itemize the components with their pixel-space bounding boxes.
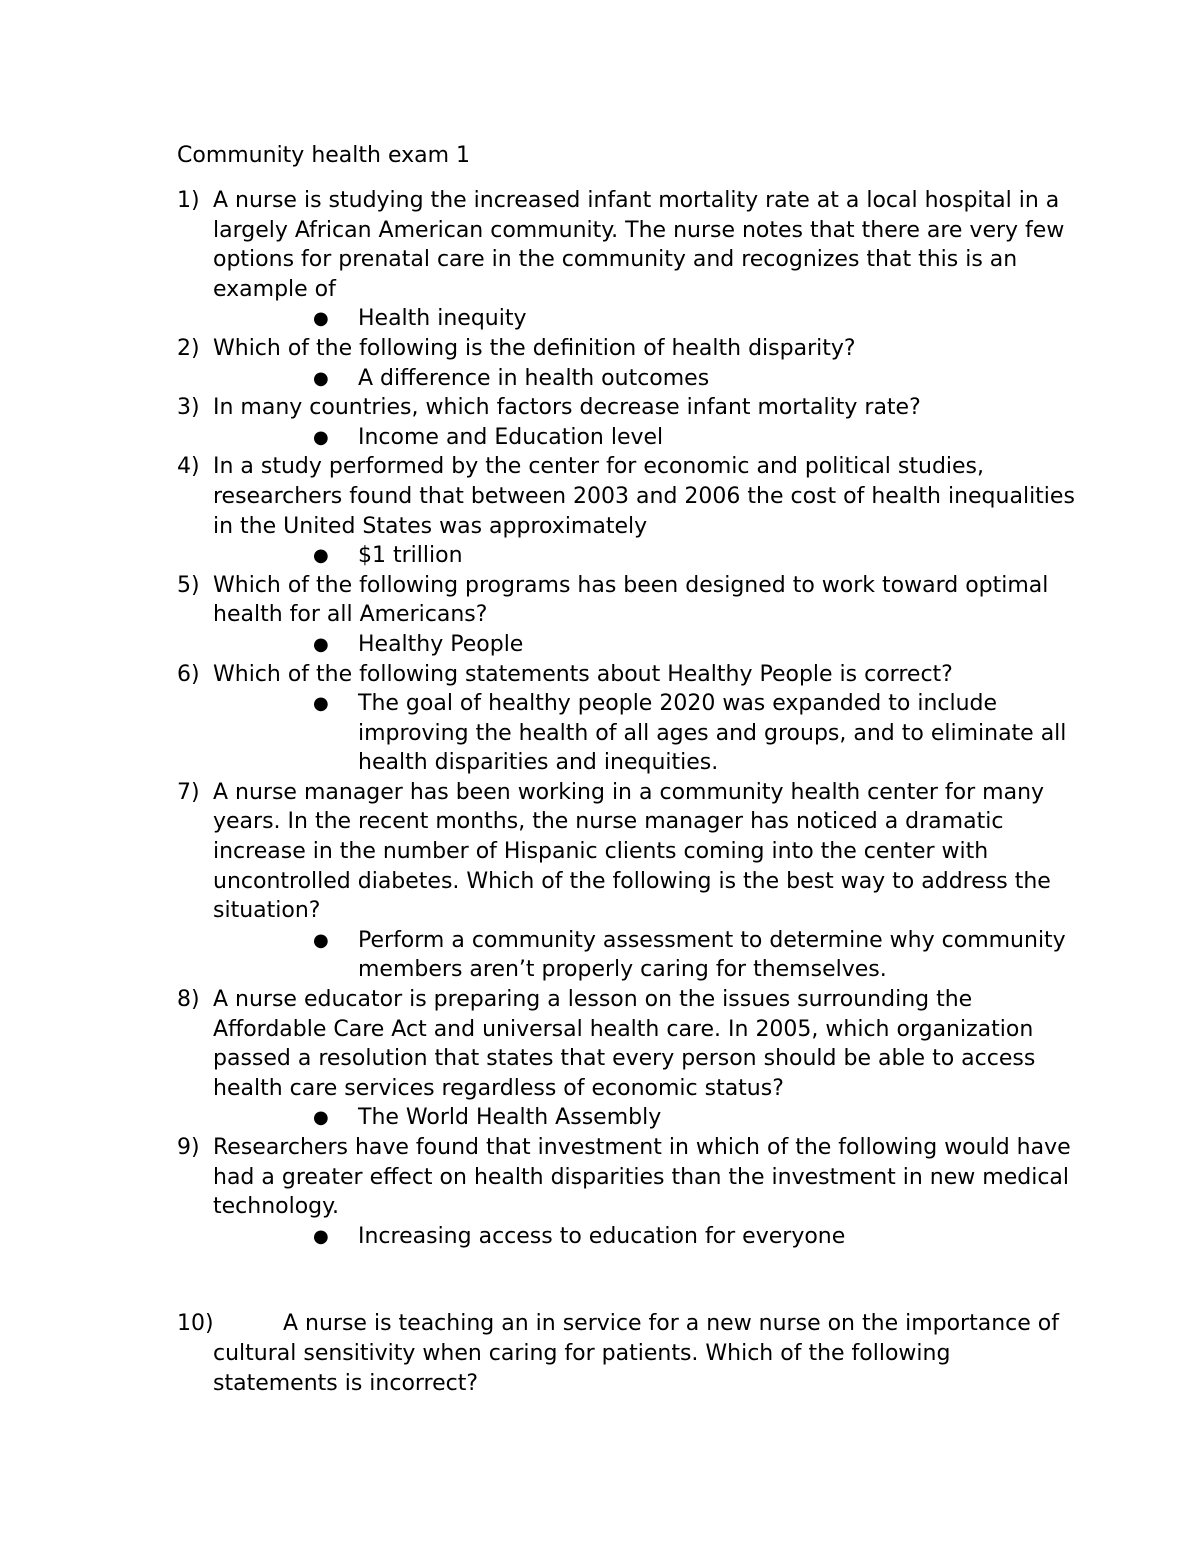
bullet-icon: ● (313, 633, 329, 655)
question-text: Which of the following statements about Healthy People is correct? (213, 661, 953, 687)
answer-item (177, 689, 1077, 778)
bullet-icon: ● (313, 1225, 329, 1247)
question-text: A nurse manager has been working in a community health center for many years. In the recent months, the nurse manager has noticed a dramatic increase in the number of Hispanic clients coming into the center with uncontrolled diabetes. Which of the following is the best way to address the situation? (213, 779, 1051, 924)
answer-item (177, 630, 1077, 660)
question-3 (177, 393, 1077, 452)
bullet-icon: ● (313, 929, 329, 951)
answer-text: Health inequity (358, 306, 527, 332)
question-1 (177, 186, 1077, 334)
question-number: 7) (177, 779, 200, 805)
question-number: 5) (177, 572, 200, 598)
question-4 (177, 452, 1077, 570)
answer-text: The goal of healthy people 2020 was expanded to include improving the health of all ages and groups, and to eliminate all health disparities and inequities. (358, 691, 1067, 776)
answer-text: The World Health Assembly (358, 1105, 662, 1131)
question-number: 2) (177, 335, 200, 361)
bullet-icon: ● (313, 367, 329, 389)
question-text: A nurse educator is preparing a lesson on the issues surrounding the Affordable Care Act and universal health care. In 2005, which organization passed a resolution that states that every person should be able to access health care services regardless of economic status? (213, 987, 1036, 1101)
question-text: A nurse is teaching an in service for a new nurse on the importance of cultural sensitivity when caring for patients. Which of the following statements is incorrect? (213, 1311, 1059, 1396)
answer-item (177, 1103, 1077, 1133)
answer-text: A difference in health outcomes (358, 365, 710, 391)
question-list (177, 186, 1077, 1398)
question-text: Researchers have found that investment in which of the following would have had a greater effect on health disparities than the investment in new medical technology. (213, 1135, 1071, 1220)
question-number: 4) (177, 454, 200, 480)
question-number: 3) (177, 395, 200, 421)
question-text: In a study performed by the center for economic and political studies, researchers found that between 2003 and 2006 the cost of health inequalities in the United States was approximately (213, 454, 1075, 539)
answer-item (177, 304, 1077, 334)
bullet-icon: ● (313, 545, 329, 567)
answer-item (177, 1222, 1077, 1252)
answer-text: Healthy People (358, 631, 524, 657)
question-text: Which of the following is the definition of health disparity? (213, 335, 856, 361)
bullet-icon: ● (313, 1107, 329, 1129)
question-8 (177, 985, 1077, 1133)
question-number: 1) (177, 188, 200, 213)
question-5 (177, 571, 1077, 660)
question-text: A nurse is studying the increased infant mortality rate at a local hospital in a largely African American community. The nurse notes that there are very few options for prenatal care in the community and recognizes that this is an example of (213, 188, 1065, 302)
question-2 (177, 334, 1077, 393)
answer-item (177, 926, 1077, 985)
answer-text: $1 trillion (358, 543, 463, 569)
answer-text: Perform a community assessment to determine why community members aren’t properly caring for themselves. (358, 927, 1066, 983)
question-number: 6) (177, 661, 200, 687)
answer-item (177, 423, 1077, 453)
question-7 (177, 778, 1077, 985)
bullet-icon: ● (313, 426, 329, 448)
answer-text: Income and Education level (358, 424, 664, 450)
question-number: 9) (177, 1135, 200, 1160)
question-number: 10) (177, 1311, 214, 1337)
question-text: Which of the following programs has been designed to work toward optimal health for all Americans? (213, 572, 1049, 628)
answer-item (177, 364, 1077, 394)
answer-text: Increasing access to education for everyone (358, 1223, 846, 1249)
question-6 (177, 660, 1077, 778)
document-title: Community health exam 1 (177, 143, 471, 168)
question-9 (177, 1133, 1077, 1251)
answer-item (177, 541, 1077, 571)
bullet-icon: ● (313, 693, 329, 715)
question-number: 8) (177, 987, 200, 1013)
question-text: In many countries, which factors decrease infant mortality rate? (213, 395, 921, 421)
bullet-icon: ● (313, 308, 329, 330)
question-10 (177, 1309, 1077, 1398)
